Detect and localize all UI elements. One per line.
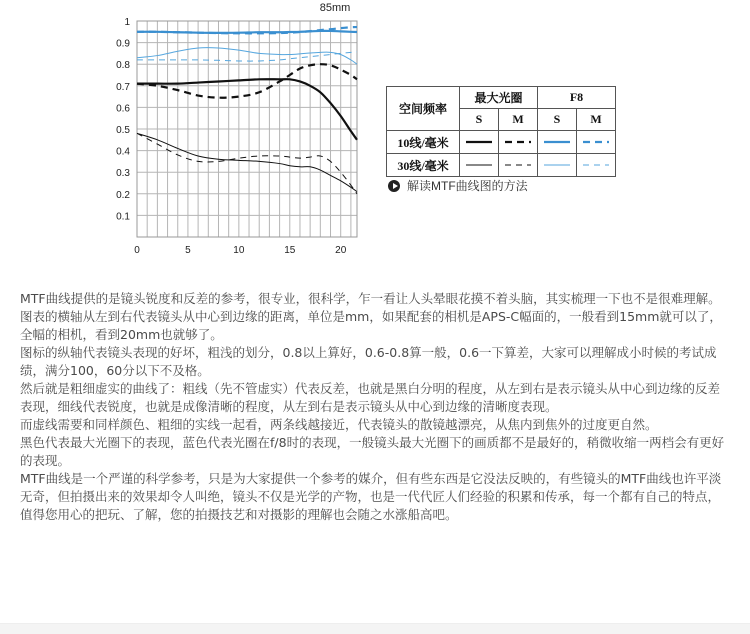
y-tick-label: 0.7 <box>116 81 130 93</box>
series-line-blue-thin-solid <box>137 48 357 65</box>
y-tick-label: 0.2 <box>116 189 130 201</box>
article-paragraph: 黑色代表最大光圈下的表现，蓝色代表光圈在f/8时的表现，一般镜头最大光圈下的画质都不是最好的，稍微收缩一两档会有更好的表现。 <box>20 435 725 468</box>
legend-sample-blue-thin-solid <box>538 154 577 177</box>
legend-sample-blue-thick-solid <box>538 131 577 154</box>
legend-header-f8: F8 <box>538 87 616 109</box>
legend-sample-blue-thin-dashed <box>577 154 616 177</box>
mtf-explain-link-label: 解读MTF曲线图的方法 <box>407 179 528 193</box>
article-paragraph: MTF曲线提供的是镜头锐度和反差的参考，很专业，很科学，乍一看让人头晕眼花摸不着头脑，其实梳理一下也不是很难理解。 <box>20 291 721 306</box>
y-tick-label: 1 <box>124 17 130 28</box>
x-tick-label: 10 <box>233 245 245 256</box>
legend-row-10lp: 10线/毫米 <box>387 131 460 154</box>
series-line-black-thick-solid <box>137 79 357 140</box>
legend-header-max-aperture: 最大光圈 <box>460 87 538 109</box>
legend-sample-blue-thick-dashed <box>577 131 616 154</box>
article-body <box>20 290 732 524</box>
legend-header-spatial: 空间频率 <box>387 87 460 131</box>
mtf-explain-link[interactable] <box>388 177 528 194</box>
legend-sample-black-thin-dashed <box>499 154 538 177</box>
chart-series-group <box>137 27 357 194</box>
y-tick-label: 0.9 <box>116 38 130 50</box>
article-paragraph: 图标的纵轴代表镜头表现的好坏，粗浅的划分，0.8以上算好，0.6-0.8算一般，0.6一下算差，大家可以理解成小时候的考试成绩，满分100，60分以下不及格。 <box>20 345 717 378</box>
series-line-black-thin-solid <box>137 133 357 191</box>
x-tick-label: 5 <box>185 245 191 256</box>
legend-col-s-f8: S <box>538 109 577 131</box>
footer-band <box>0 623 750 634</box>
mtf-legend-table <box>386 86 616 177</box>
x-tick-label: 20 <box>335 245 347 256</box>
legend-col-m-max: M <box>499 109 538 131</box>
legend-sample-black-thick-solid <box>460 131 499 154</box>
y-tick-label: 0.4 <box>116 146 130 158</box>
y-tick-label: 0.6 <box>116 103 130 115</box>
chart-title: 85mm <box>319 2 351 14</box>
legend-sample-black-thin-solid <box>460 154 499 177</box>
legend-row-30lp: 30线/毫米 <box>387 154 460 177</box>
article-paragraph: 图表的横轴从左到右代表镜头从中心到边缘的距离，单位是mm，如果配套的相机是APS-C幅面的，一般看到15mm就可以了，全幅的相机，看到20mm也就够了。 <box>20 309 722 342</box>
x-tick-label: 0 <box>134 245 140 256</box>
legend-col-s-max: S <box>460 109 499 131</box>
series-line-black-thin-dashed <box>137 133 357 193</box>
x-tick-label: 15 <box>284 245 296 256</box>
y-tick-label: 0.5 <box>116 125 130 136</box>
y-tick-label: 0.3 <box>116 168 130 180</box>
y-tick-label: 0.1 <box>116 211 130 223</box>
article-paragraph: 然后就是粗细虚实的曲线了：粗线（先不管虚实）代表反差，也就是黑白分明的程度，从左到右是表示镜头从中心到边缘的反差表现，细线代表锐度，也就是成像清晰的程度，从左到右是表示镜头从中心到边缘的清晰度表现。 <box>20 381 721 414</box>
play-circle-icon <box>388 180 400 192</box>
article-paragraph: 而虚线需要和同样颜色、粗细的实线一起看，两条线越接近，代表镜头的散镜越漂亮，从焦内到焦外的过度更自然。 <box>20 417 658 432</box>
legend-sample-black-thick-dashed <box>499 131 538 154</box>
legend-col-m-f8: M <box>577 109 616 131</box>
article-paragraph: MTF曲线是一个严谨的科学参考，只是为大家提供一个参考的媒介，但有些东西是它没法反映的，有些镜头的MTF曲线也许平淡无奇，但拍摄出来的效果却令人叫绝，镜头不仅是光学的产物，也是一代代匠人们经验的积累和传承，每一个都有自己的特点，值得您用心的把玩、了解，您的拍摄技艺和对摄影的理解也会随之水涨船高吧。 <box>20 471 722 522</box>
y-tick-label: 0.8 <box>116 60 130 72</box>
mtf-chart <box>0 0 750 290</box>
